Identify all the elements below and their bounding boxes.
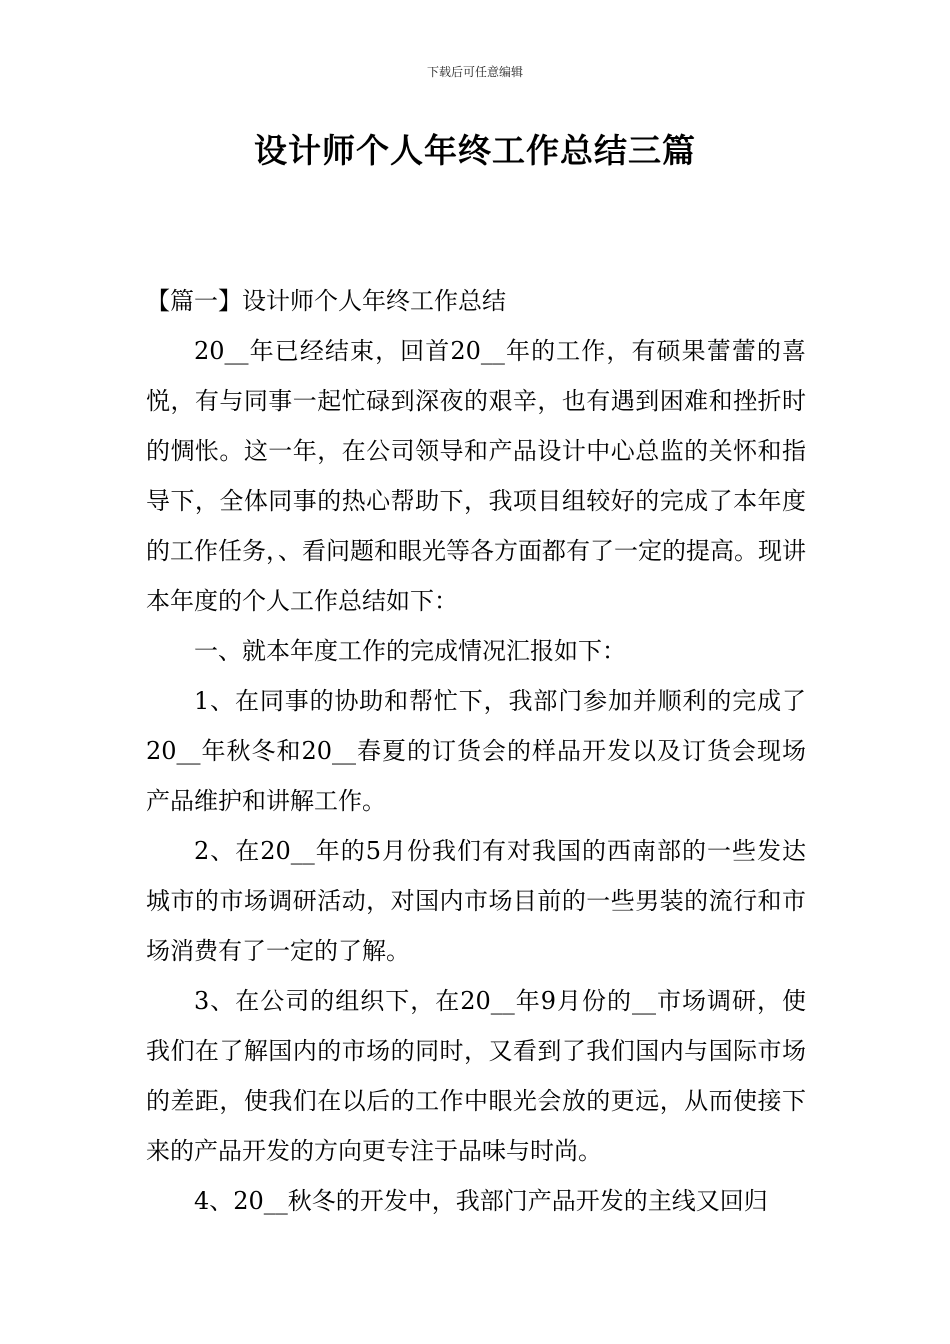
paragraph-intro: 20__年已经结束，回首20__年的工作，有硕果蕾蕾的喜悦，有与同事一起忙碌到深夜的艰辛，也有遇到困难和挫折时的惆怅。这一年，在公司领导和产品设计中心总监的关怀和指导下，全体同事的热心帮助下，我项目组较好的完成了本年度的工作任务，、看问题和眼光等各方面都有了一定的提高。现讲本年度的个人工作总结如下： bbox=[146, 337, 806, 615]
header-note: 下载后可任意编辑 bbox=[426, 65, 523, 79]
document-body bbox=[146, 276, 806, 1226]
paragraph-item-2: 2、在20__年的5月份我们有对我国的西南部的一些发达城市的市场调研活动，对国内市场目前的一些男装的流行和市场消费有了一定的了解。 bbox=[146, 837, 806, 965]
paragraph-item-1: 1、在同事的协助和帮忙下，我部门参加并顺利的完成了20__年秋冬和20__春夏的订货会的样品开发以及订货会现场产品维护和讲解工作。 bbox=[146, 687, 806, 815]
section-heading: 【篇一】设计师个人年终工作总结 bbox=[146, 287, 506, 315]
paragraph-item-4: 4、20__秋冬的开发中，我部门产品开发的主线又回归 bbox=[194, 1187, 768, 1215]
paragraph-item-3: 3、在公司的组织下，在20__年9月份的__市场调研，使我们在了解国内的市场的同时，又看到了我们国内与国际市场的差距，使我们在以后的工作中眼光会放的更远，从而使接下来的产品开发的方向更专注于品味与时尚。 bbox=[146, 987, 806, 1165]
paragraph-summary-heading: 一、就本年度工作的完成情况汇报如下： bbox=[194, 637, 626, 665]
document-title: 设计师个人年终工作总结三篇 bbox=[254, 131, 696, 170]
